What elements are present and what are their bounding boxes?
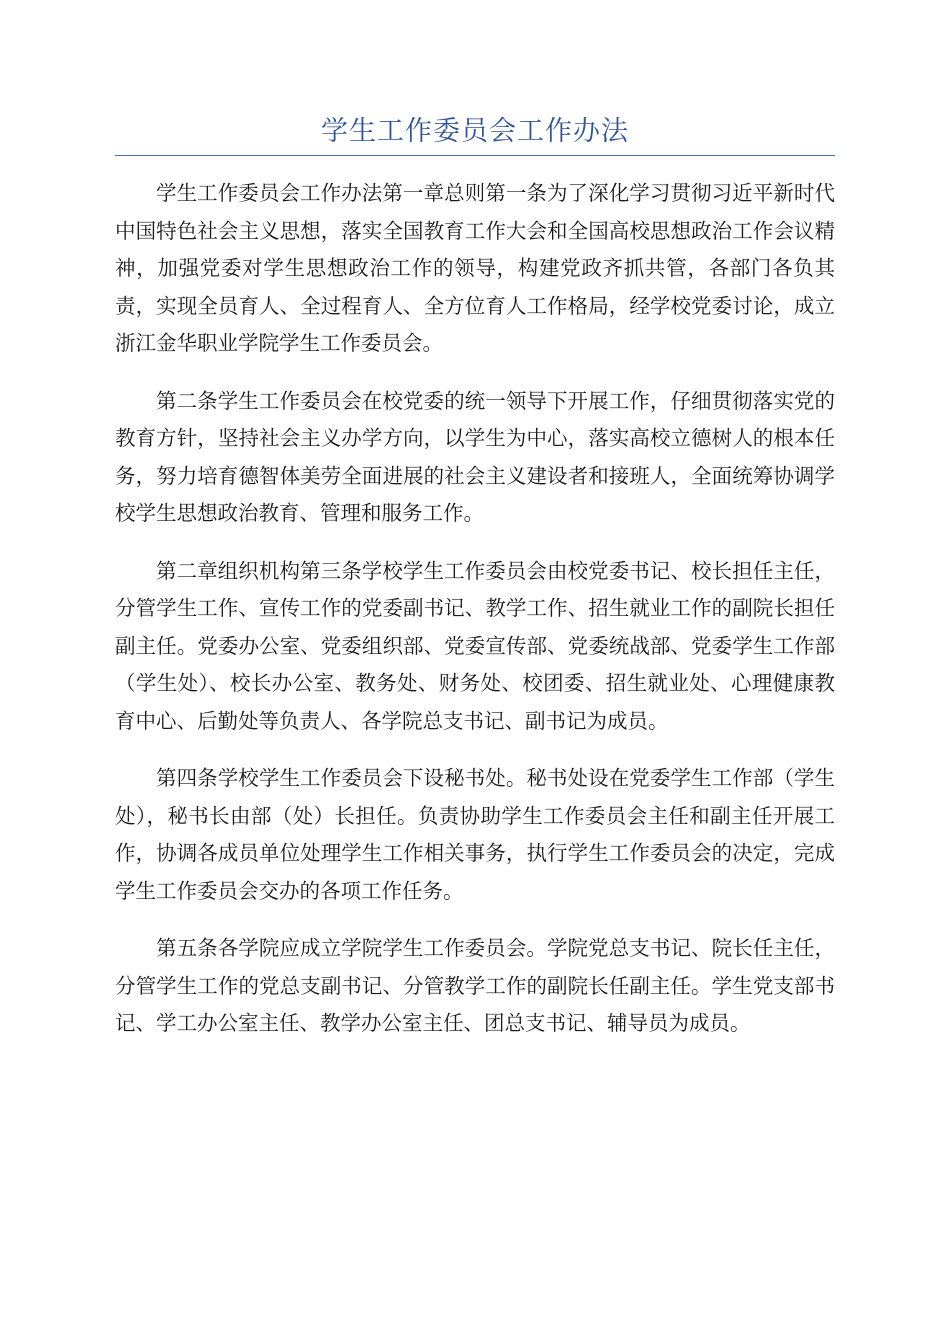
paragraph-article2: 第二条学生工作委员会在校党委的统一领导下开展工作，仔细贯彻落实党的教育方针，坚持社会主义办学方向，以学生为中心，落实高校立德树人的根本任务，努力培育德智体美劳全面进展的社会主义建设者和接班人，全面统筹协调学校学生思想政治教育、管理和服务工作。: [115, 388, 835, 525]
document-body: [115, 175, 835, 1063]
paragraph-article5: 第五条各学院应成立学院学生工作委员会。学院党总支书记、院长任主任，分管学生工作的党总支副书记、分管教学工作的副院长任副主任。学生党支部书记、学工办公室主任、教学办公室主任、团总支书记、辅导员为成员。: [115, 936, 835, 1035]
paragraph-chapter1-article1: 学生工作委员会工作办法第一章总则第一条为了深化学习贯彻习近平新时代中国特色社会主义思想，落实全国教育工作大会和全国高校思想政治工作会议精神，加强党委对学生思想政治工作的领导，构建党政齐抓共管，各部门各负其责，实现全员育人、全过程育人、全方位育人工作格局，经学校党委讨论，成立浙江金华职业学院学生工作委员会。: [115, 181, 835, 355]
title-underline: [115, 155, 835, 156]
paragraph-chapter2-article3: 第二章组织机构第三条学校学生工作委员会由校党委书记、校长担任主任，分管学生工作、宣传工作的党委副书记、教学工作、招生就业工作的副院长担任副主任。党委办公室、党委组织部、党委宣传部、党委统战部、党委学生工作部（学生处）、校长办公室、教务处、财务处、校团委、招生就业处、心理健康教育中心、后勤处等负责人、各学院总支书记、副书记为成员。: [115, 558, 835, 733]
document-title: 学生工作委员会工作办法: [321, 116, 629, 147]
paragraph-article4: 第四条学校学生工作委员会下设秘书处。秘书处设在党委学生工作部（学生处），秘书长由部（处）长担任。负责协助学生工作委员会主任和副主任开展工作，协调各成员单位处理学生工作相关事务，执行学生工作委员会的决定，完成学生工作委员会交办的各项工作任务。: [115, 766, 835, 903]
